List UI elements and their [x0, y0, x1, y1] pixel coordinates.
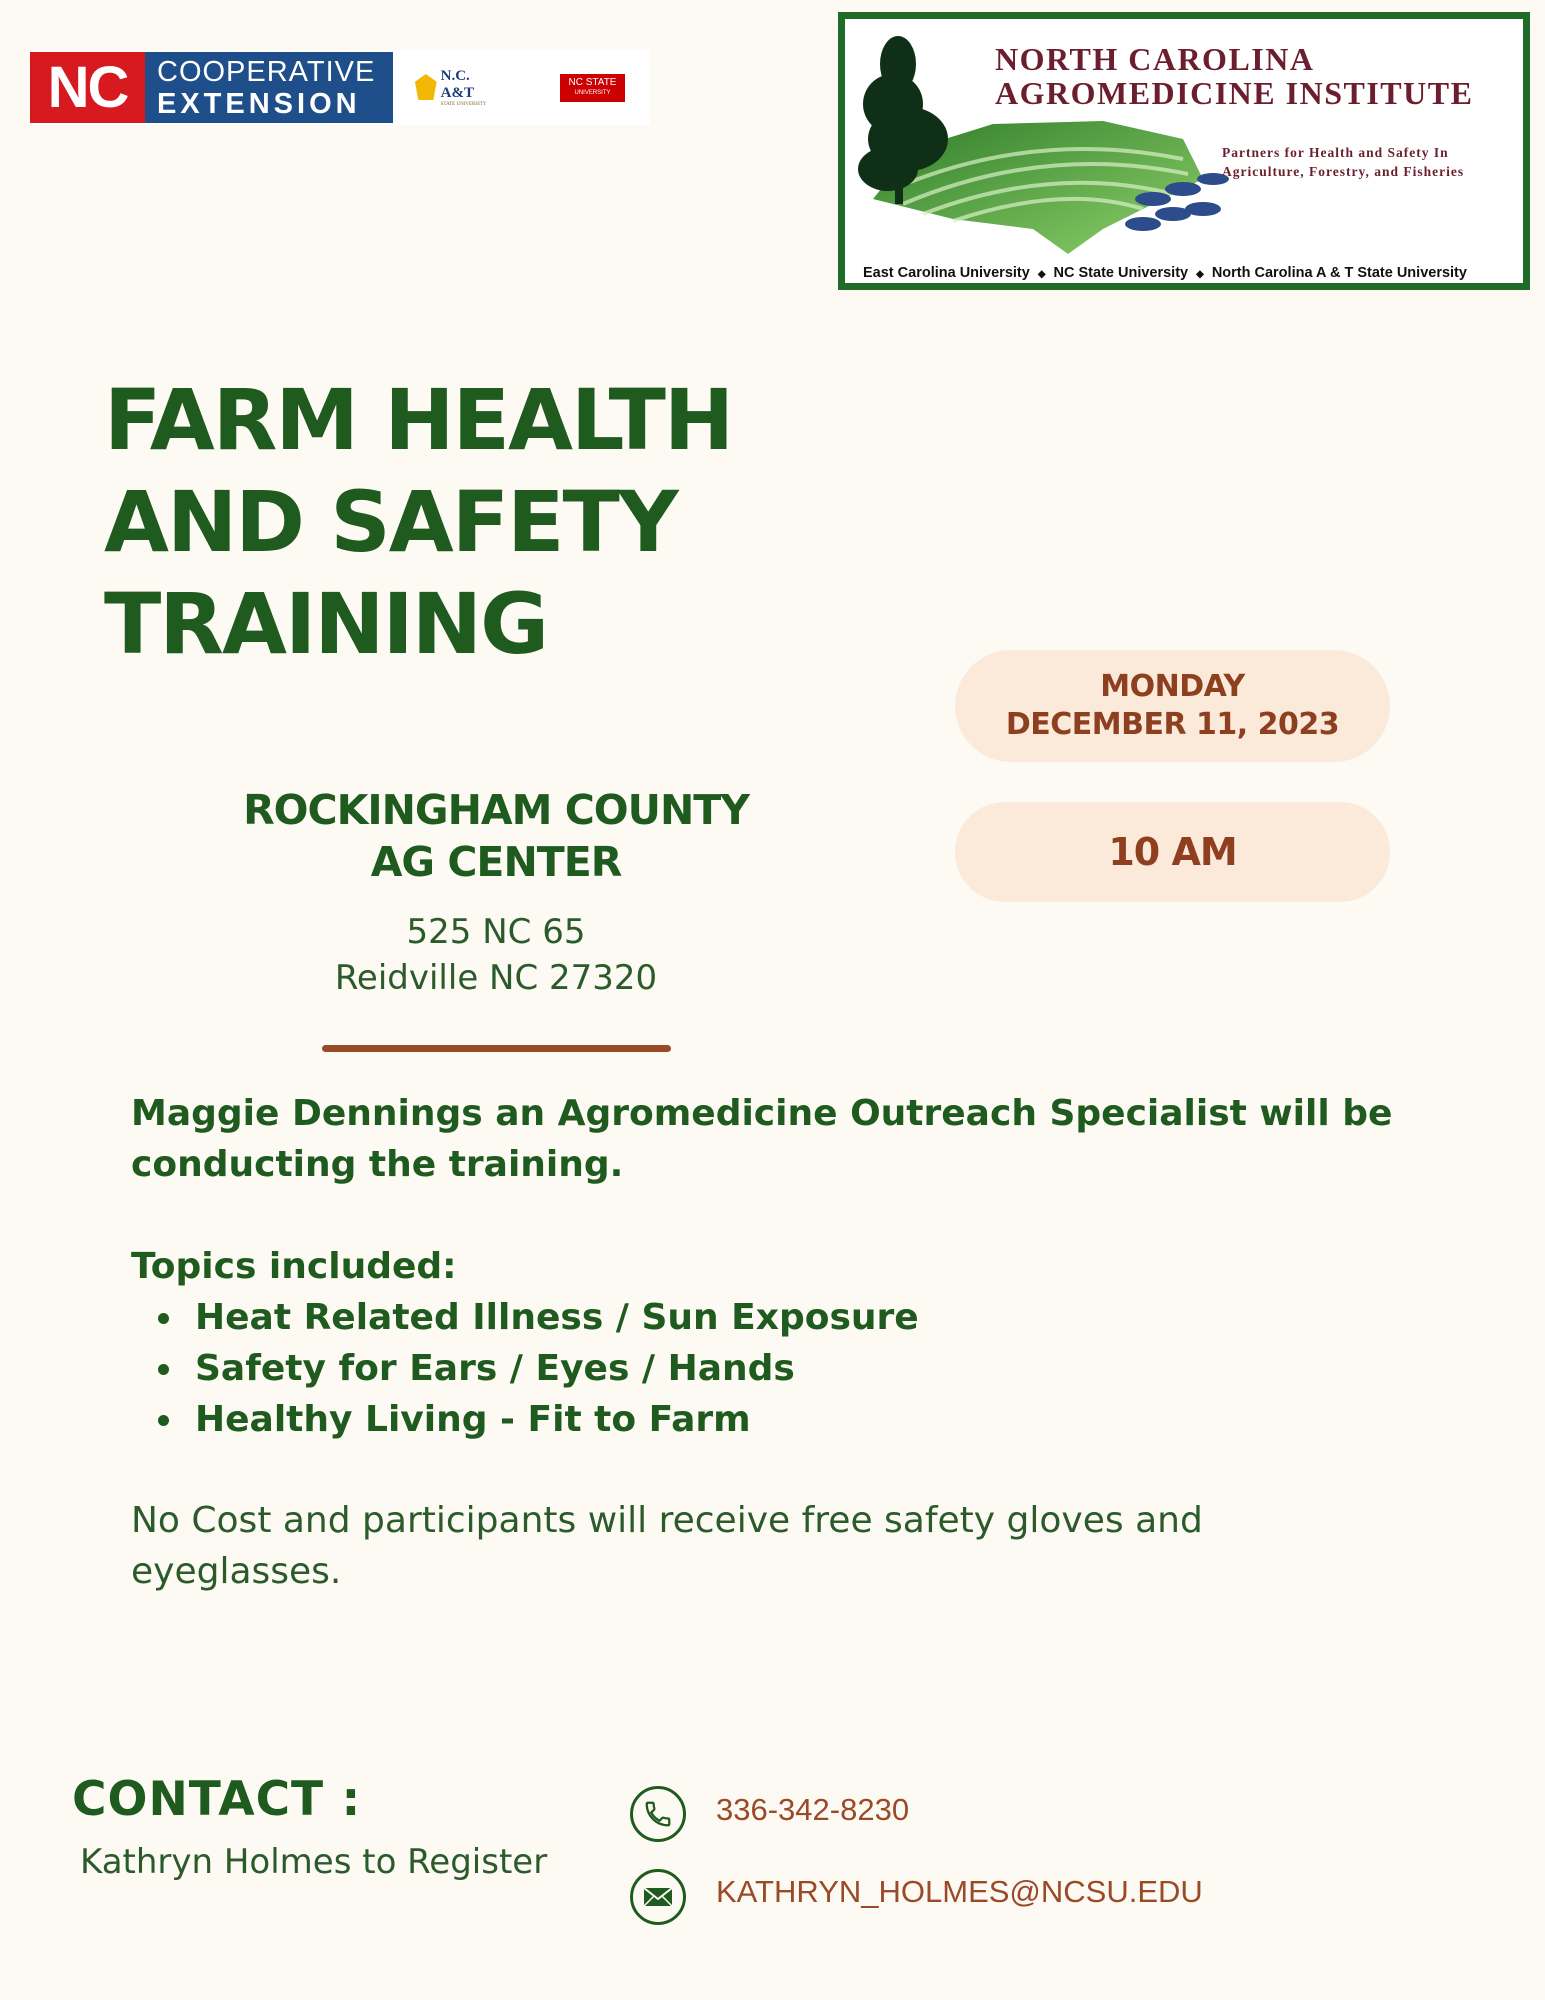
aandt-text: N.C. A&T: [440, 67, 474, 101]
university-ncsu: NC State University: [1053, 265, 1189, 281]
list-item: Heat Related Illness / Sun Exposure: [155, 1292, 919, 1343]
nc-aandt-logo: [415, 67, 505, 107]
trainer-intro: Maggie Dennings an Agromedicine Outreach Specialist will be conducting the training.: [131, 1093, 1393, 1185]
ncstate-sub-text: UNIVERSITY: [574, 90, 611, 96]
time-badge: [955, 802, 1390, 902]
topics-list: [155, 1292, 919, 1445]
diamond-icon: ◆: [1037, 269, 1046, 280]
list-item: Safety for Ears / Eyes / Hands: [155, 1343, 919, 1394]
topics-label: Topics included:: [131, 1246, 457, 1287]
institute-universities: [863, 265, 1467, 281]
event-time: 10 AM: [1108, 830, 1237, 874]
institute-title-line1: NORTH CAROLINA: [995, 41, 1315, 77]
ncstate-text: NC STATE: [568, 77, 617, 88]
event-day: MONDAY: [1100, 669, 1245, 704]
phone-link[interactable]: 336-342-8230: [716, 1792, 910, 1827]
section-divider: [322, 1045, 671, 1052]
venue-address-line1: 525 NC 65: [406, 912, 586, 952]
university-ecu: East Carolina University: [863, 265, 1030, 281]
cooperative-text: COOPERATIVE: [157, 56, 376, 88]
institute-tagline-line2: Agriculture, Forestry, and Fisheries: [1222, 164, 1465, 179]
cost-note: No Cost and participants will receive free safety gloves and eyeglasses.: [131, 1500, 1203, 1592]
contact-person: Kathryn Holmes to Register: [80, 1842, 548, 1882]
list-item: Healthy Living - Fit to Farm: [155, 1394, 919, 1445]
event-date: DECEMBER 11, 2023: [1005, 707, 1340, 742]
envelope-glyph-icon: [642, 1885, 674, 1909]
nc-state-logo: [560, 74, 625, 102]
agromedicine-institute-logo: [838, 12, 1530, 290]
aggie-shield-icon: [415, 74, 437, 100]
headline-line1: FARM HEALTH: [104, 371, 733, 469]
university-aandt: North Carolina A & T State University: [1211, 265, 1467, 281]
envelope-icon: [630, 1869, 686, 1925]
cooperative-extension-wordmark: [145, 52, 393, 123]
contact-heading: CONTACT :: [72, 1772, 362, 1827]
nc-cooperative-extension-logo: NC: [30, 52, 145, 123]
institute-title-line2: AGROMEDICINE INSTITUTE: [995, 75, 1474, 111]
date-badge: [955, 650, 1390, 762]
extension-text: EXTENSION: [157, 88, 361, 120]
institute-tagline-line1: Partners for Health and Safety In: [1222, 145, 1449, 160]
aandt-sub-text: STATE UNIVERSITY: [440, 101, 487, 107]
phone-glyph-icon: [643, 1799, 673, 1829]
headline-line2: AND SAFETY: [104, 473, 677, 571]
venue-name-line1: ROCKINGHAM COUNTY: [243, 786, 749, 834]
partner-logos: [30, 50, 650, 125]
email-link[interactable]: KATHRYN_HOLMES@NCSU.EDU: [716, 1874, 1203, 1909]
venue-name-line2: AG CENTER: [370, 838, 622, 886]
headline-line3: TRAINING: [104, 575, 548, 673]
venue-address-line2: Reidville NC 27320: [334, 958, 658, 998]
diamond-icon: ◆: [1196, 269, 1204, 280]
phone-icon: [630, 1786, 686, 1842]
